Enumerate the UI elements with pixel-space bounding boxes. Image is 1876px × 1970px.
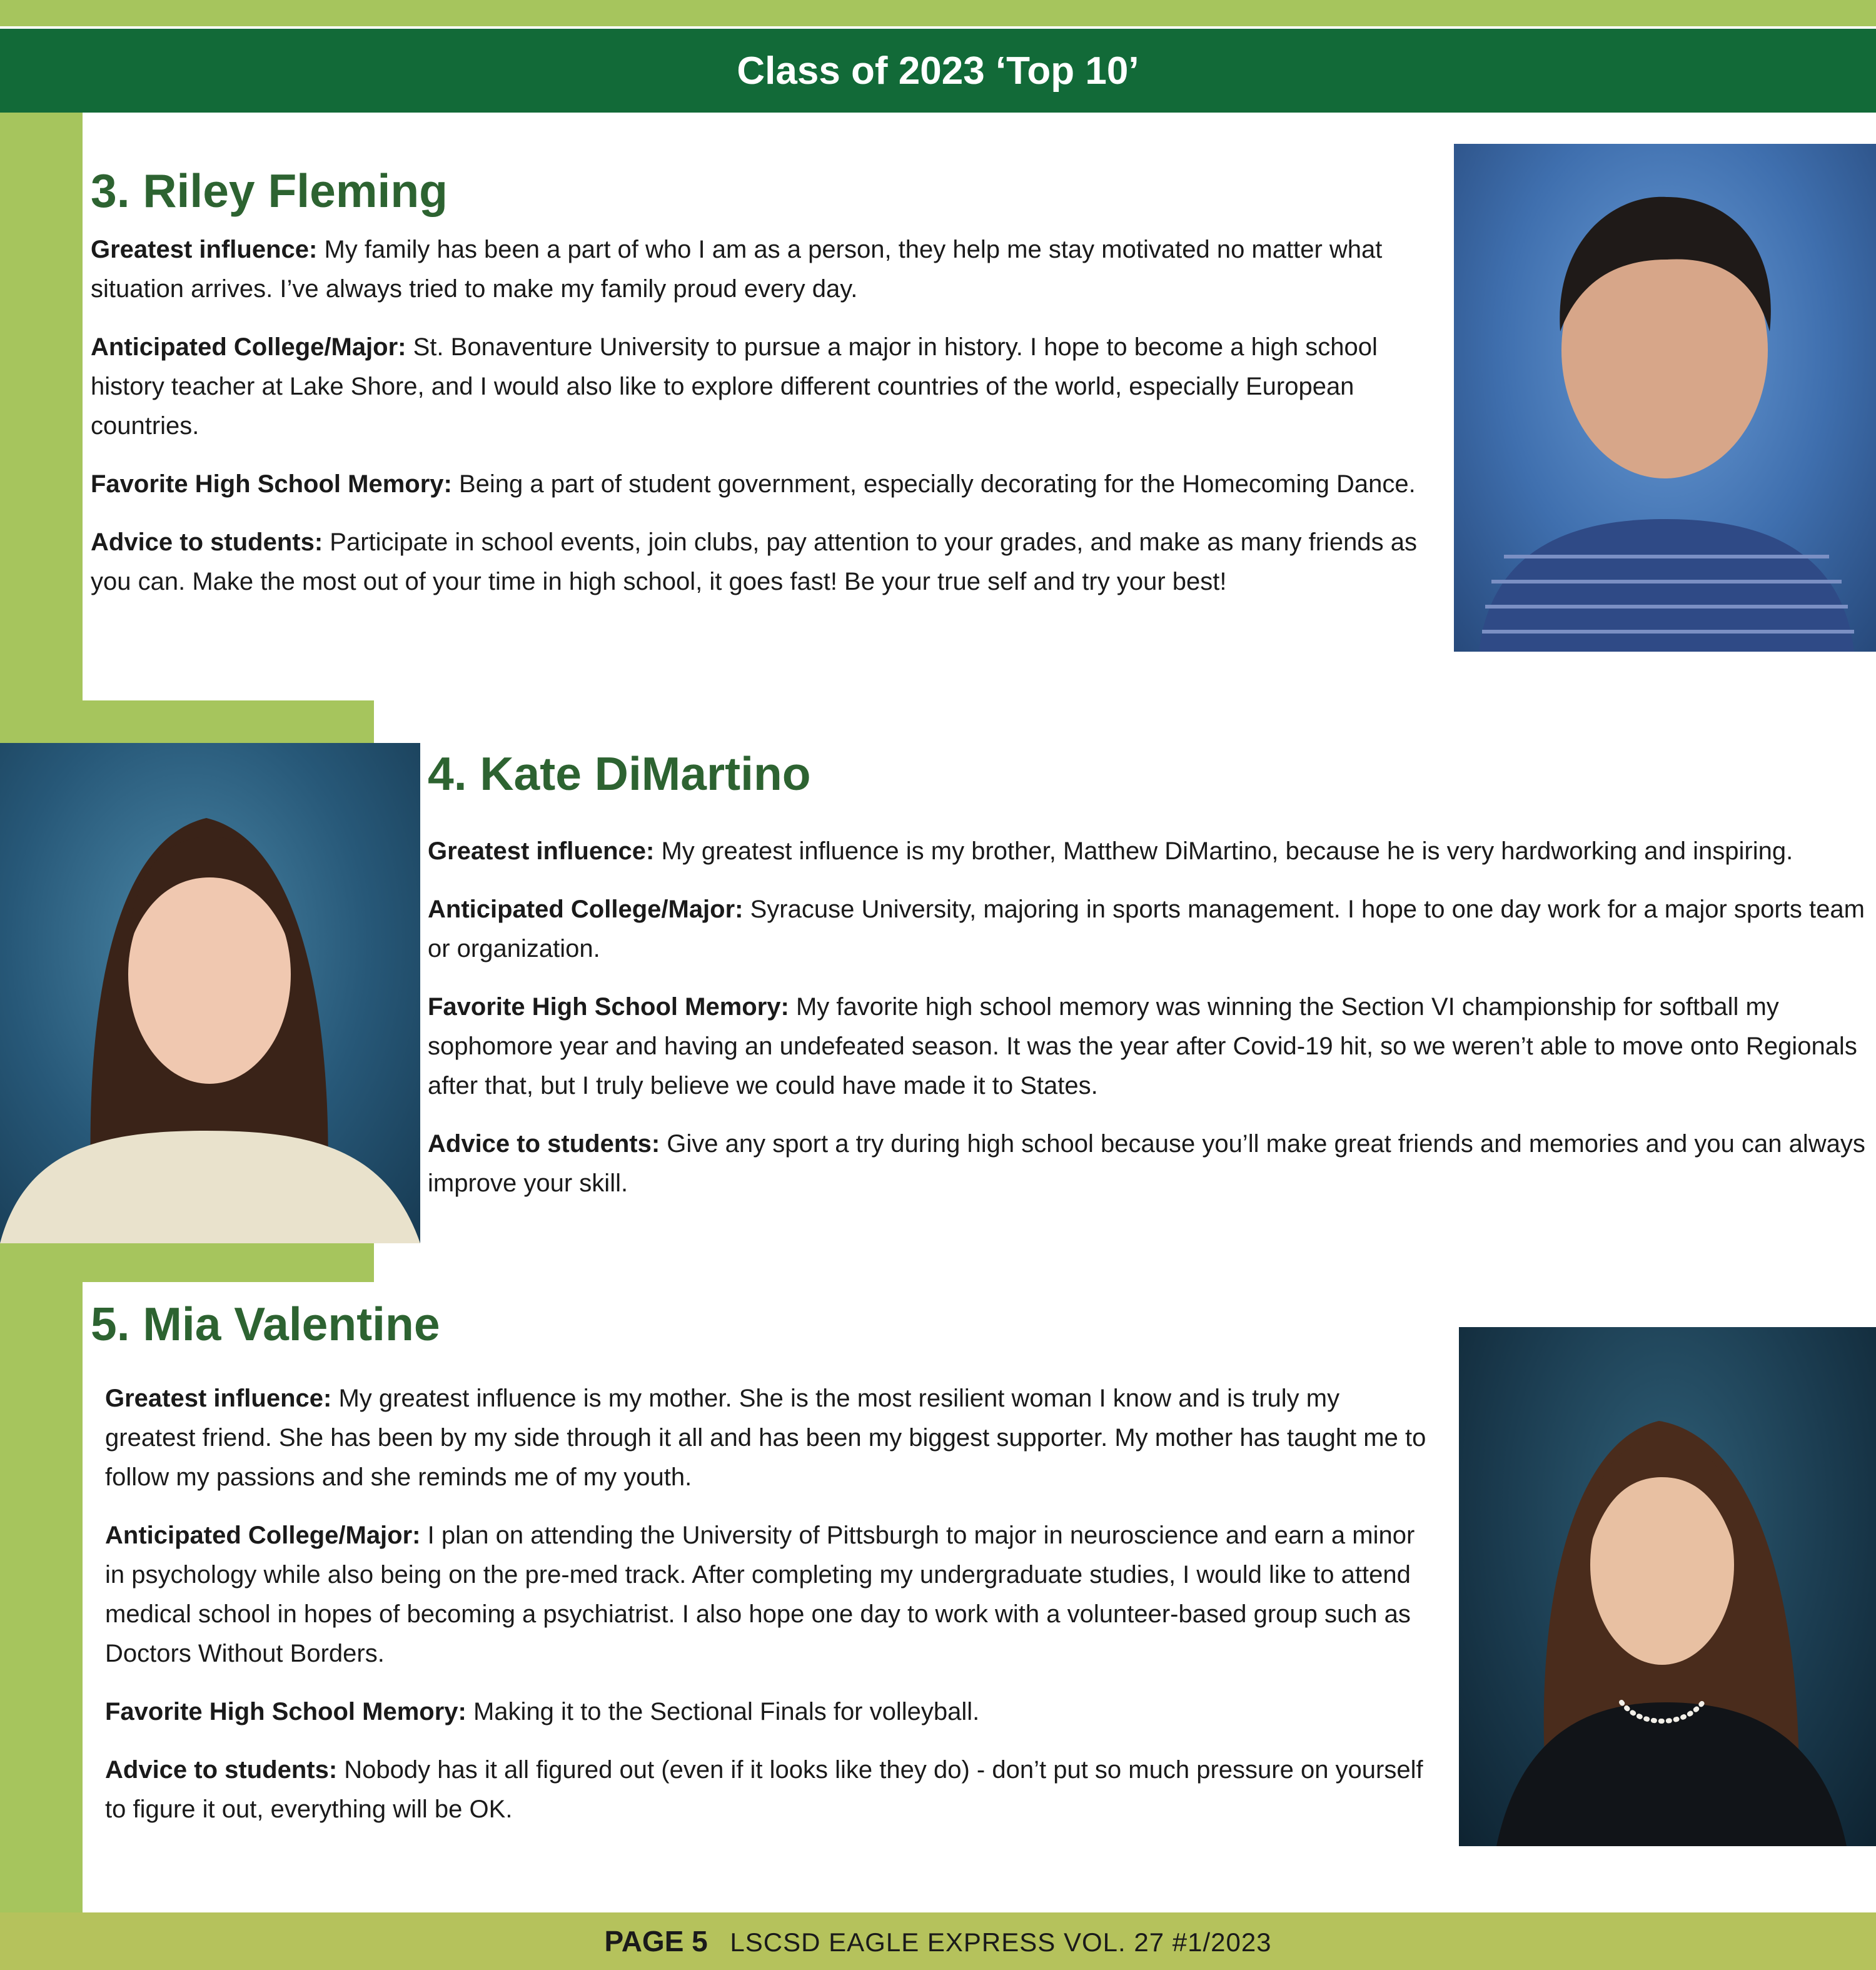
footer-text: [604, 1924, 1271, 1958]
side-accent-strip: [0, 1282, 83, 1914]
profile-details: [91, 230, 1448, 620]
portrait-placeholder: [1454, 144, 1876, 652]
advice: Advice to students: Nobody has it all figured out (even if it looks like they do) - don’t put so much pressure on yourself to figure it out, everything will be OK.: [105, 1756, 1423, 1823]
profile-name: 4. Kate DiMartino: [428, 747, 811, 800]
greatest-influence: Greatest influence: My family has been a part of who I am as a person, they help me stay motivated no matter what situation arrives. I’ve always tried to make my family proud every day.: [91, 236, 1383, 303]
advice: Advice to students: Give any sport a try during high school because you’ll make great friends and memories and you can always improve your skill.: [428, 1130, 1865, 1197]
profile-name: 5. Mia Valentine: [91, 1298, 440, 1350]
page-footer: [0, 1912, 1876, 1970]
profile-name: 3. Riley Fleming: [91, 164, 448, 217]
profile-details: [105, 1379, 1428, 1848]
page-number: PAGE 5: [604, 1925, 708, 1957]
page-header: [0, 29, 1876, 113]
student-portrait: [1454, 144, 1876, 652]
student-portrait: [1459, 1327, 1876, 1846]
greatest-influence: Greatest influence: My greatest influence is my brother, Matthew DiMartino, because he is very hardworking and inspiring.: [428, 837, 1793, 865]
anticipated-college: Anticipated College/Major: I plan on attending the University of Pittsburgh to major in neuroscience and earn a minor in psychology while also being on the pre-med track. After completing my undergraduate studies, I would like to attend medical school in hopes of becoming a psychiatrist. I also hope one day to work with a volunteer-based group such as Doctors Without Borders.: [105, 1522, 1415, 1667]
favorite-memory: Favorite High School Memory: My favorite high school memory was winning the Section VI championship for softball my sophomore year and having an undefeated season. It was the year after Covid-19 hit, so we weren’t able to move onto Regionals after that, but I truly believe we could have made it to States.: [428, 993, 1857, 1099]
favorite-memory: Favorite High School Memory: Being a part of student government, especially decorating for the Homecoming Dance.: [91, 470, 1416, 498]
favorite-memory: Favorite High School Memory: Making it to the Sectional Finals for volleyball.: [105, 1698, 980, 1725]
page-title: Class of 2023 ‘Top 10’: [737, 49, 1139, 93]
student-portrait: [0, 743, 420, 1243]
profile-details: [428, 832, 1866, 1222]
top-accent-stripe: [0, 0, 1876, 26]
anticipated-college: Anticipated College/Major: St. Bonaventure University to pursue a major in history. I hope to become a high school history teacher at Lake Shore, and I would also like to explore different countries of the world, especially European countries.: [91, 333, 1378, 440]
portrait-placeholder: [0, 743, 420, 1243]
anticipated-college: Anticipated College/Major: Syracuse University, majoring in sports management. I hope to one day work for a major sports team or organization.: [428, 896, 1865, 962]
advice: Advice to students: Participate in school events, join clubs, pay attention to your grades, and make as many friends as you can. Make the most out of your time in high school, it goes fast! Be your true self and try your best!: [91, 528, 1418, 595]
greatest-influence: Greatest influence: My greatest influence is my mother. She is the most resilient woman I know and is truly my greatest friend. She has been by my side through it all and has been my biggest supporter. My mother has taught me to follow my passions and she reminds me of my youth.: [105, 1385, 1426, 1491]
side-accent-strip: [0, 113, 83, 700]
portrait-placeholder: [1459, 1327, 1876, 1846]
publication-info: LSCSD EAGLE EXPRESS VOL. 27 #1/2023: [730, 1927, 1272, 1957]
